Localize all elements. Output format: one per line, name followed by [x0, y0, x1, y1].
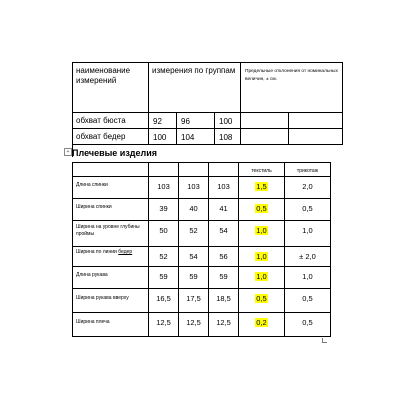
knit-value: 1,0	[302, 226, 313, 235]
value: 16,5	[156, 294, 171, 303]
value: 59	[219, 272, 228, 281]
header-textile: текстиль	[251, 168, 272, 174]
shoulder-garments-table	[72, 162, 331, 337]
value: 12,5	[156, 318, 171, 327]
textile-cell	[239, 221, 285, 247]
header-empty-cell	[209, 163, 239, 177]
header-tolerance-cell	[241, 63, 343, 113]
header-knit: трикотаж	[296, 168, 319, 174]
knit-cell	[285, 267, 331, 289]
row-name-cell	[73, 113, 149, 129]
header-empty-cell	[149, 163, 179, 177]
value: 52	[159, 252, 168, 261]
value-cell	[179, 313, 209, 337]
row-name-cell	[73, 247, 149, 267]
value-cell	[149, 113, 177, 129]
value: 56	[219, 252, 228, 261]
row-name: обхват бюста	[76, 116, 126, 125]
value: 103	[217, 182, 230, 191]
row-name: Ширина спинки	[76, 204, 112, 210]
empty-cell	[289, 129, 343, 145]
header-name-text: наименование измерений	[76, 66, 131, 85]
value-cell	[149, 313, 179, 337]
knit-cell	[285, 221, 331, 247]
value: 40	[189, 204, 198, 213]
textile-value-highlighted: 1,5	[256, 182, 267, 191]
value: 96	[181, 117, 190, 126]
value-cell	[177, 113, 215, 129]
textile-value-highlighted: 1,0	[256, 226, 267, 235]
row-name-cell	[73, 177, 149, 199]
row-name-cell	[73, 267, 149, 289]
textile-cell	[239, 289, 285, 313]
value-cell	[179, 289, 209, 313]
value-cell	[215, 113, 241, 129]
knit-value: 0,5	[302, 294, 313, 303]
header-name-cell	[73, 63, 149, 113]
value: 103	[157, 182, 170, 191]
knit-cell	[285, 199, 331, 221]
textile-cell	[239, 199, 285, 221]
value: 52	[189, 226, 198, 235]
value-cell	[179, 221, 209, 247]
header-textile-cell	[239, 163, 285, 177]
value: 18,5	[216, 294, 231, 303]
value: 104	[181, 133, 195, 142]
value: 103	[187, 182, 200, 191]
value-cell	[149, 289, 179, 313]
value-cell	[177, 129, 215, 145]
knit-cell	[285, 177, 331, 199]
header-empty-cell	[179, 163, 209, 177]
value: 17,5	[186, 294, 201, 303]
header-groups-cell	[149, 63, 241, 113]
textile-cell	[239, 177, 285, 199]
value-cell	[209, 313, 239, 337]
knit-value: 0,5	[302, 318, 313, 327]
header-tolerance-text: Предельные отклонения от номинальных величин, ± см.	[245, 69, 338, 82]
value-cell	[179, 199, 209, 221]
knit-cell	[285, 289, 331, 313]
value-cell	[209, 199, 239, 221]
value: 50	[159, 226, 168, 235]
table-resize-handle-icon[interactable]	[322, 338, 327, 343]
row-name: Ширина плеча	[76, 319, 110, 325]
textile-value-highlighted: 1,0	[256, 272, 267, 281]
row-name-underlined: бедер	[118, 249, 133, 255]
value-cell	[149, 129, 177, 145]
row-name: Ширина на уровне глубины проймы	[76, 224, 140, 237]
header-empty-cell	[73, 163, 149, 177]
row-name: Ширина по линии	[76, 249, 119, 255]
textile-value-highlighted: 0,5	[256, 204, 267, 213]
row-name: обхват бедер	[76, 132, 126, 141]
value-cell	[179, 177, 209, 199]
value-cell	[209, 289, 239, 313]
header-groups-text: измерения по группам	[152, 66, 236, 75]
header-knit-cell	[285, 163, 331, 177]
empty-cell	[289, 113, 343, 129]
knit-cell	[285, 313, 331, 337]
value-cell	[149, 247, 179, 267]
value: 59	[189, 272, 198, 281]
empty-cell	[241, 129, 289, 145]
row-name: Длина спинки	[76, 182, 108, 188]
value-cell	[209, 267, 239, 289]
value-cell	[149, 221, 179, 247]
value: 92	[153, 117, 162, 126]
value: 100	[153, 133, 167, 142]
knit-value: 2,0	[302, 182, 313, 191]
value: 41	[219, 204, 228, 213]
value-cell	[149, 199, 179, 221]
value: 54	[219, 226, 228, 235]
row-name-cell	[73, 199, 149, 221]
textile-cell	[239, 267, 285, 289]
row-name-cell	[73, 221, 149, 247]
section-title: Плечевые изделия	[72, 148, 158, 158]
row-name-cell	[73, 129, 149, 145]
textile-cell	[239, 247, 285, 267]
value-cell	[149, 177, 179, 199]
value-cell	[209, 247, 239, 267]
table-move-handle-icon[interactable]: +	[64, 148, 72, 156]
knit-cell	[285, 247, 331, 267]
value: 100	[219, 117, 233, 126]
value: 12,5	[216, 318, 231, 327]
textile-value-highlighted: 0,2	[256, 318, 267, 327]
value-cell	[209, 177, 239, 199]
measurement-groups-table	[72, 62, 343, 157]
value-cell	[149, 267, 179, 289]
knit-value: 1,0	[302, 272, 313, 281]
textile-value-highlighted: 0,5	[256, 294, 267, 303]
textile-value-highlighted: 1,0	[256, 252, 267, 261]
knit-value: 0,5	[302, 204, 313, 213]
row-name-cell	[73, 313, 149, 337]
row-name: Ширина рукава вверху	[76, 295, 129, 301]
value: 108	[219, 133, 233, 142]
value-cell	[215, 129, 241, 145]
value: 39	[159, 204, 168, 213]
value: 12,5	[186, 318, 201, 327]
value: 54	[189, 252, 198, 261]
value-cell	[179, 247, 209, 267]
value-cell	[179, 267, 209, 289]
row-name: Длина рукава	[76, 272, 108, 278]
empty-cell	[241, 113, 289, 129]
value-cell	[209, 221, 239, 247]
textile-cell	[239, 313, 285, 337]
value: 59	[159, 272, 168, 281]
row-name-cell	[73, 289, 149, 313]
knit-value: ± 2,0	[299, 252, 316, 261]
